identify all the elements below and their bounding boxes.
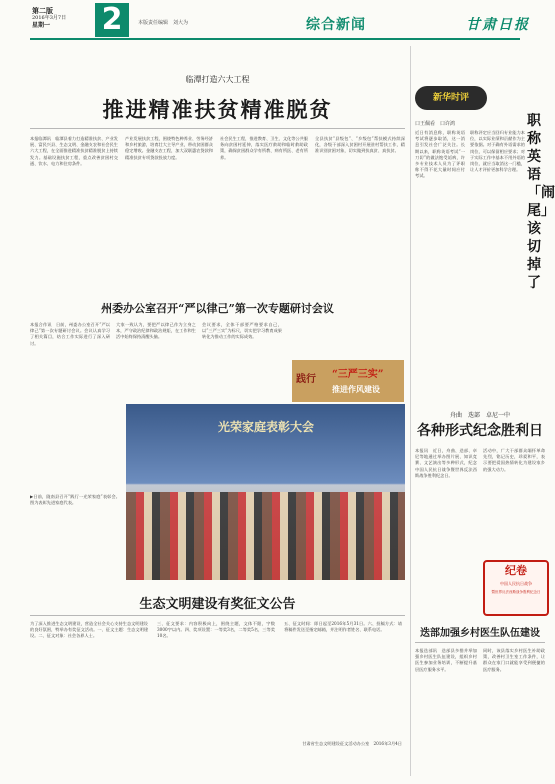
lead-headline: 推进精准扶贫精准脱贫 xyxy=(102,97,333,122)
commentary-article xyxy=(415,46,525,276)
lead-column-2: 产业发展扶贫工程，围绕特色种养业、劳务经济和乡村旅游，培育壮大主导产业，带动贫困群众稳定增收。金融支农工程，加大双联惠农贷款和精准扶贫专项贷款投放力度。 xyxy=(125,136,213,160)
editor-line: 本版责任编辑 刘大为 xyxy=(138,20,189,26)
memorial-kicker: 舟曲 迭部 卓尼一中 xyxy=(449,412,510,419)
notice-column-2: 三、征文要求：内容积极向上，围绕主题，文体不限，字数3000字以内。四、奖项设置：一等奖3名，二等奖5名，三等奖10名。 xyxy=(157,621,275,639)
memorial-badge-line1: 中国人民抗日战争 xyxy=(500,581,532,586)
xinhua-badge xyxy=(415,86,487,110)
column-separator xyxy=(410,46,411,776)
edition-info xyxy=(32,6,72,30)
edition-weekday: 星期一 xyxy=(32,22,51,29)
xinhua-badge-text: 新华时评 xyxy=(432,93,469,103)
memorial-badge xyxy=(483,560,549,616)
notice-sign: 甘肃省生态文明建设征文活动办公室 2016年3月4日 xyxy=(302,741,402,746)
photo-caption: ▶日前，陇南县召开“践行一光荣家庭”表彰会。图为表彰先进家庭代表。 xyxy=(30,494,120,506)
edition-date: 2016年3月7日 xyxy=(32,15,67,21)
lead-column-3: 社会民生工程，推进教育、卫生、文化等公共服务向贫困村延伸，落实医疗救助和临时救助政策，确保贫困群众学有所教、病有所医、老有所养。 xyxy=(220,136,308,160)
banner-sub: 推进作风建设 xyxy=(332,384,380,394)
edition-label: 第二版 xyxy=(32,6,53,15)
banner-left-text: 践行 xyxy=(296,374,316,385)
memorial-headline: 各种形式纪念胜利日 xyxy=(417,423,543,439)
commentary-column-2: 职称评定应当回归专业能力本位，以实际业绩和贡献作为主要依据。对于确有外语需求的岗位，可以保留相应要求；对于实际工作中基本不用外语的岗位，就应当取消这一门槛，让人才评价更加科学合理。 xyxy=(470,130,525,173)
notice-headline: 生态文明建设有奖征文公告 xyxy=(139,597,296,612)
photo-section xyxy=(30,404,405,580)
masthead xyxy=(0,0,550,40)
lead-kicker: 临潭打造六大工程 xyxy=(185,75,250,84)
memorial-column-1: 本报讯 近日，舟曲、迭部、卓尼等地通过举办图片展、知识竞赛、文艺演出等多种形式，纪念中国人民抗日战争暨世界反法西斯战争胜利纪念日。 xyxy=(415,448,477,478)
commentary-byline: 口王佩看 口许鸿 xyxy=(415,121,456,127)
notice-column-3: 五、征文时间：即日起至2016年5月31日。六、投稿方式：请将稿件发送至指定邮箱，并注明作者姓名、联系电话。 xyxy=(284,621,402,633)
notice-article xyxy=(30,593,405,773)
lead-divider xyxy=(30,128,405,129)
memorial-article xyxy=(415,410,545,560)
doctors-article xyxy=(415,560,545,776)
memorial-badge-line2: 暨世界反法西斯战争胜利纪念日 xyxy=(491,590,541,594)
doctors-divider xyxy=(415,642,545,643)
doctors-column-1: 本报迭部讯 迭部县多措并举加强乡村医生队伍建设，组织乡村医生参加业务培训，不断提升基层医疗服务水平。 xyxy=(415,648,477,672)
notice-divider xyxy=(30,615,405,616)
meeting-column-2: 大家一致认为，要把严以律己作为立身之本，严守政治纪律和政治规矩，在工作和生活中始终保持清醒头脑。 xyxy=(116,322,196,340)
commentary-side-title: 职称英语「闹尾」该切掉了 xyxy=(527,113,555,291)
lead-article xyxy=(30,44,405,260)
photo-banner: 光荣家庭表彰大会 xyxy=(217,420,314,434)
memorial-badge-title: 纪卷 xyxy=(505,564,527,577)
meeting-article xyxy=(30,300,405,400)
newspaper-logo: 甘肃日报 xyxy=(466,17,530,33)
doctors-column-2: 同时，该县落实乡村医生补助政策，改善村卫生室工作条件，让群众在家门口就能享受到便捷的医疗服务。 xyxy=(483,648,545,672)
masthead-rule xyxy=(30,38,520,40)
award-photo xyxy=(126,404,405,580)
notice-column-1: 为了深入推进生态文明建设，营造全社会关心支持生态文明建设的良好氛围，特举办有奖征文活动。一、征文主题：生态文明建设。二、征文对象：社会各界人士。 xyxy=(30,621,148,639)
lead-column-4: 全县扶贫“县级包”、“乡级包”帮扶模式持续深化，各级干部深入贫困村开展驻村帮扶工作，精准识别贫困对象，切实做到扶真贫、真扶贫。 xyxy=(315,136,405,154)
memorial-column-2: 活动中，广大干部群众缅怀革命先烈，铭记历史，珍爱和平，表示要把爱国热情转化为建设家乡的强大动力。 xyxy=(483,448,545,472)
section-title: 综合新闻 xyxy=(306,17,366,33)
meeting-column-3: 会议要求，全体干部要严格要求自己，以“三严三实”为标尺，切实把学习教育成果转化为推动工作的实际成效。 xyxy=(202,322,282,340)
meeting-headline: 州委办公室召开“严以律己”第一次专题研讨会议 xyxy=(101,302,334,315)
photo-crowd xyxy=(126,492,405,580)
commentary-column-1: 近日有消息称，职称英语考试将逐步取消，这一消息引发社会广泛关注。长期以来，职称英语考试“一刀切”的做法饱受诟病，许多专业技术人员为了评职称不得不花大量时间应付考试。 xyxy=(415,130,465,179)
page-number-box xyxy=(95,3,129,37)
sanyan-banner xyxy=(292,360,404,402)
page-number: 2 xyxy=(101,2,123,37)
meeting-column-1: 本报合作讯 日前，州委办公室召开“严以律己”第一次专题研讨会议。会议认真学习了相关篇目，结合工作实际进行了深入研讨。 xyxy=(30,322,110,346)
banner-title: “三严三实” xyxy=(332,369,384,380)
doctors-headline: 迭部加强乡村医生队伍建设 xyxy=(420,628,540,639)
lead-column-1: 本报临潭讯 临潭县着力打造精准扶贫、产业发展、富民兴县、生态文明、金融支农和社会民生六大工程，在全面推进精准扶贫精准脱贫上持续发力。基础设施扶贫工程，重点改善贫困村交通、饮水、电力和住房条件。 xyxy=(30,136,118,166)
